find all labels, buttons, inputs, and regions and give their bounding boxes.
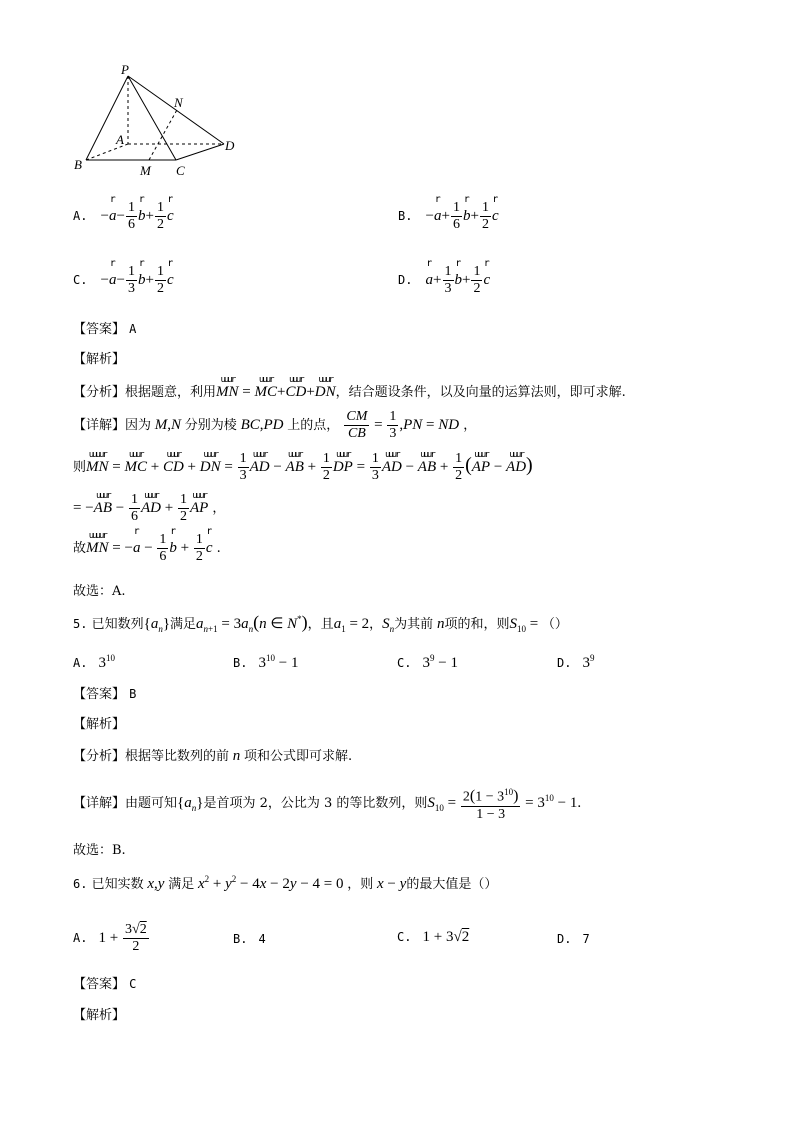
- q4-analysis-label: 【解析】: [73, 352, 126, 367]
- q5-option-a[interactable]: A. $3^{10}$: [73, 653, 116, 671]
- q6-analysis-label: 【解析】: [73, 1008, 126, 1023]
- q4-detail-line4: 故MN uuuur = −a r − $\frac{1}{6}$ b r + $\frac{1}{2}$ c r .: [73, 525, 221, 564]
- q4-detail-line3: = −AB uuur − $\frac{1}{6}$ AD uuur + $\frac{1}{2}$ AP uuur ，: [73, 490, 226, 524]
- edge-PB: [86, 76, 128, 160]
- q6-option-b[interactable]: B. 4: [233, 932, 266, 946]
- q6-option-c[interactable]: C. 1 + 3√2: [397, 929, 470, 945]
- label-N: N: [174, 95, 183, 110]
- label-M: M: [140, 163, 151, 178]
- q4-option-d[interactable]: D. a r + $\frac{1}{3}$ b r + $\frac{1}{2}$ c r: [398, 257, 491, 296]
- q4-option-a[interactable]: A. −a r − $\frac{1}{6}$ b r + $\frac{1}{2}$ c r: [73, 193, 174, 232]
- q5-detail: 【详解】由题可知$\{a_n\}$是首项为 2，公比为 3 的等比数列，则$S_{10}$ = $\frac{2(1 - 3^{10})}{1 - 3}$ = $3^{10} - 1$.: [73, 784, 581, 823]
- q6-answer: 【答案】 C: [73, 977, 137, 992]
- q6-option-d[interactable]: D. 7: [557, 932, 590, 946]
- q4-detail-line1: 【详解】因为 M,N 分别为棱 BC,PD 上的点， $\frac{CM}{CB}$ = $\frac{1}{3}$ ,PN = ND ，: [73, 409, 477, 441]
- q5-answer: 【答案】 B: [73, 687, 137, 702]
- q5-analysis-label: 【解析】: [73, 717, 126, 732]
- q5-option-d[interactable]: D. $3^9$: [557, 653, 595, 671]
- label-A: A: [116, 132, 124, 147]
- q5-choose: 故选：B.: [73, 843, 126, 858]
- q6-option-a[interactable]: A. 1 + $\frac{3√2}{2}$: [73, 922, 147, 954]
- label-B: B: [74, 157, 82, 172]
- edge-PD: [128, 76, 224, 144]
- edge-CD: [176, 144, 224, 160]
- pyramid-figure: [66, 62, 246, 180]
- q4-choose: 故选：A.: [73, 584, 126, 599]
- edge-PC: [128, 76, 176, 160]
- q4-fenxi: 【分析】根据题意，利用MN uuur = MC uuur +CD uuur +DN uuur ，结合题设条件，以及向量的运算法则，即可求解.: [73, 375, 626, 400]
- q6-stem: 6. 已知实数 x,y 满足 $x^2 + y^2 - 4x - 2y - 4 = 0$ ，则 x − y的最大值是（）: [73, 874, 498, 892]
- q4-detail-line2: 则MN uuuur = MC uuur + CD uuur + DN uuur = $\frac{1}{3}$ AD uuur − AB uuur + $\frac{1}{2}$ DP uuur = $\frac{1}{3}$ AD uuur − AB uuur + $\frac{1}{2}$ (AP uuur − AD uuur ): [73, 449, 533, 483]
- label-P: P: [121, 62, 129, 77]
- q4-option-c[interactable]: C. −a r − $\frac{1}{3}$ b r + $\frac{1}{2}$ c r: [73, 257, 174, 296]
- q4-answer: 【答案】 A: [73, 322, 137, 337]
- label-C: C: [176, 163, 185, 178]
- q5-fenxi: 【分析】根据等比数列的前 n 项和公式即可求解.: [73, 748, 353, 764]
- q5-stem: 5. 已知数列$\{a_n\}$满足$a_{n+1} = 3a_n(n$ ∈ N*)，且$a_1 = 2$，$S_n$为其前 n项的和，则$S_{10}$ = （）: [73, 612, 568, 634]
- q5-option-c[interactable]: C. $3^9 - 1$: [397, 653, 459, 671]
- label-D: D: [225, 138, 235, 153]
- q4-option-b[interactable]: B. −a r + $\frac{1}{6}$ b r + $\frac{1}{2}$ c r: [398, 193, 499, 232]
- q5-option-b[interactable]: B. $3^{10} - 1$: [233, 653, 299, 671]
- segment-MN: [149, 108, 178, 160]
